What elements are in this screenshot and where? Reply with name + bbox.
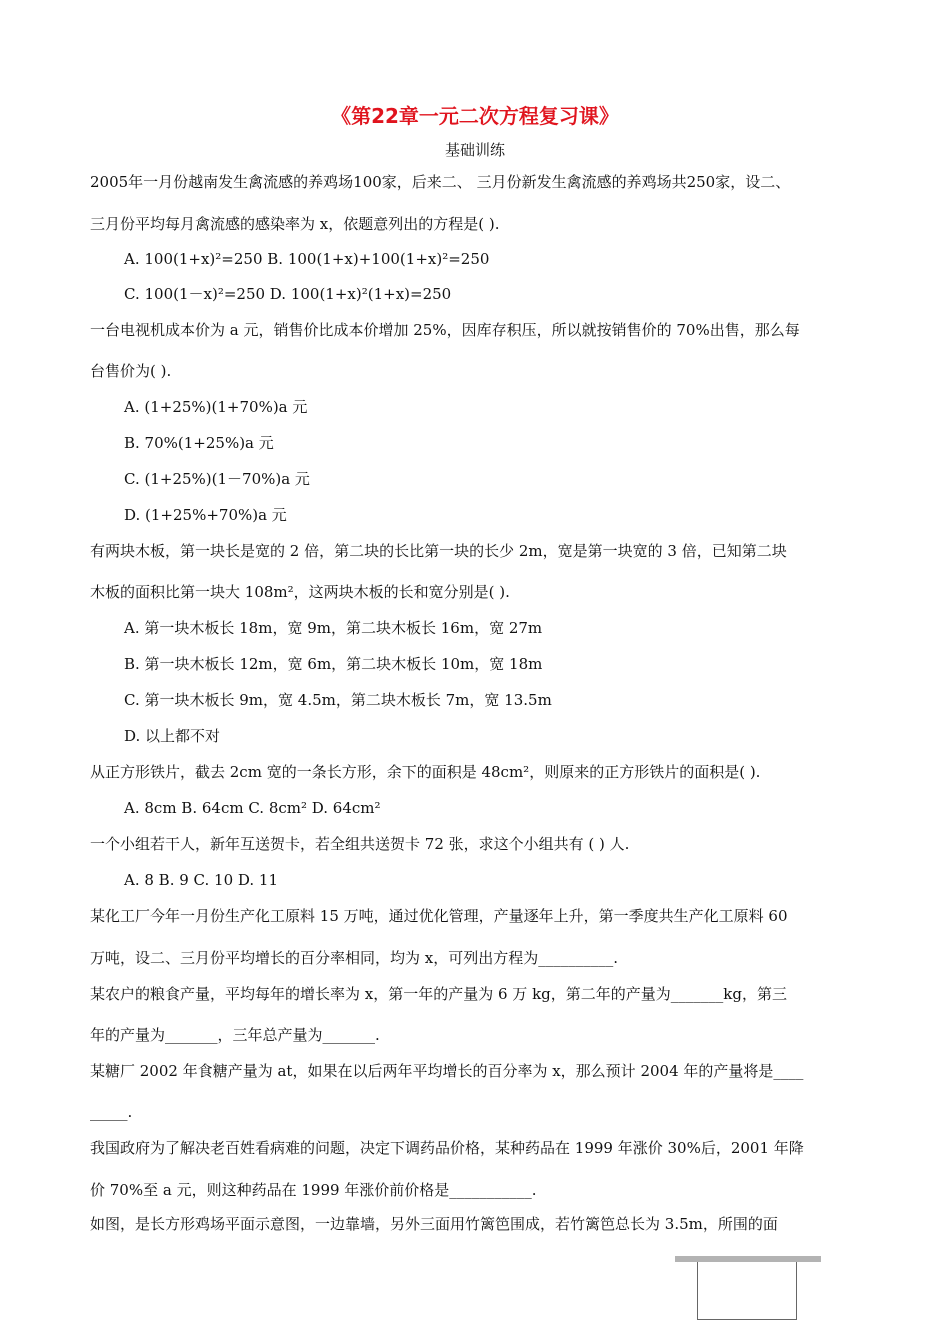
answer-option: C. 100(1－x)²=250 D. 100(1+x)²(1+x)=250 [124,285,452,303]
question-text: 某糖厂 2002 年食糖产量为 at，如果在以后两年平均增长的百分率为 x，那么预计 2004 年的产量将是____ [90,1062,804,1080]
question-text: 万吨，设二、三月份平均增长的百分率相同，均为 x，可列出方程为__________. [90,949,618,967]
answer-option: A. (1+25%)(1+70%)a 元 [124,398,308,416]
question-text: 木板的面积比第一块大 108m²，这两块木板的长和宽分别是( ). [90,583,510,601]
answer-option: A. 8cm B. 64cm C. 8cm² D. 64cm² [124,799,381,817]
answer-option: D. (1+25%+70%)a 元 [124,506,287,524]
answer-option: A. 8 B. 9 C. 10 D. 11 [124,871,278,889]
answer-option: C. 第一块木板长 9m，宽 4.5m，第二块木板长 7m，宽 13.5m [124,691,552,709]
question-text: 从正方形铁片，截去 2cm 宽的一条长方形，余下的面积是 48cm²，则原来的正方形铁片的面积是( ). [90,763,761,781]
question-text: 如图，是长方形鸡场平面示意图，一边靠墙，另外三面用竹篱笆围成，若竹篱笆总长为 3.5m，所围的面 [90,1215,778,1233]
question-text: _____. [90,1103,133,1121]
question-text: 三月份平均每月禽流感的感染率为 x，依题意列出的方程是( ). [90,215,500,233]
question-text: 一个小组若干人，新年互送贺卡，若全组共送贺卡 72 张，求这个小组共有 ( ) 人. [90,835,630,853]
question-text: 某化工厂今年一月份生产化工原料 15 万吨，通过优化管理，产量逐年上升，第一季度共生产化工原料 60 [90,907,788,925]
question-text: 2005年一月份越南发生禽流感的养鸡场100家，后来二、 三月份新发生禽流感的养鸡场共250家，设二、 [90,173,791,191]
section-subtitle: 基础训练 [444,141,505,159]
question-text: 一台电视机成本价为 a 元，销售价比成本价增加 25%，因库存积压，所以就按销售价的 70%出售，那么每 [90,321,800,339]
answer-option: A. 100(1+x)²=250 B. 100(1+x)+100(1+x)²=250 [124,250,490,268]
question-text: 有两块木板，第一块长是宽的 2 倍，第二块的长比第一块的长少 2m，宽是第一块宽的 3 倍，已知第二块 [90,542,787,560]
page-title: 《第22章一元二次方程复习课》 [331,104,619,128]
diagram-fence-bottom [697,1319,797,1320]
question-text: 价 70%至 a 元，则这种药品在 1999 年涨价前价格是___________. [90,1181,537,1199]
answer-option: D. 以上都不对 [124,727,221,745]
question-text: 台售价为( ). [90,362,172,380]
diagram-fence-right [796,1262,797,1320]
question-text: 年的产量为_______，三年总产量为_______. [90,1026,380,1044]
diagram-fence-left [697,1262,698,1320]
question-text: 我国政府为了解决老百姓看病难的问题，决定下调药品价格，某种药品在 1999 年涨价 30%后，2001 年降 [90,1139,804,1157]
answer-option: B. 第一块木板长 12m，宽 6m，第二块木板长 10m，宽 18m [124,655,543,673]
answer-option: C. (1+25%)(1－70%)a 元 [124,470,310,488]
answer-option: A. 第一块木板长 18m，宽 9m，第二块木板长 16m，宽 27m [124,619,543,637]
answer-option: B. 70%(1+25%)a 元 [124,434,274,452]
question-text: 某农户的粮食产量，平均每年的增长率为 x，第一年的产量为 6 万 kg，第二年的产量为_______kg，第三 [90,985,787,1003]
